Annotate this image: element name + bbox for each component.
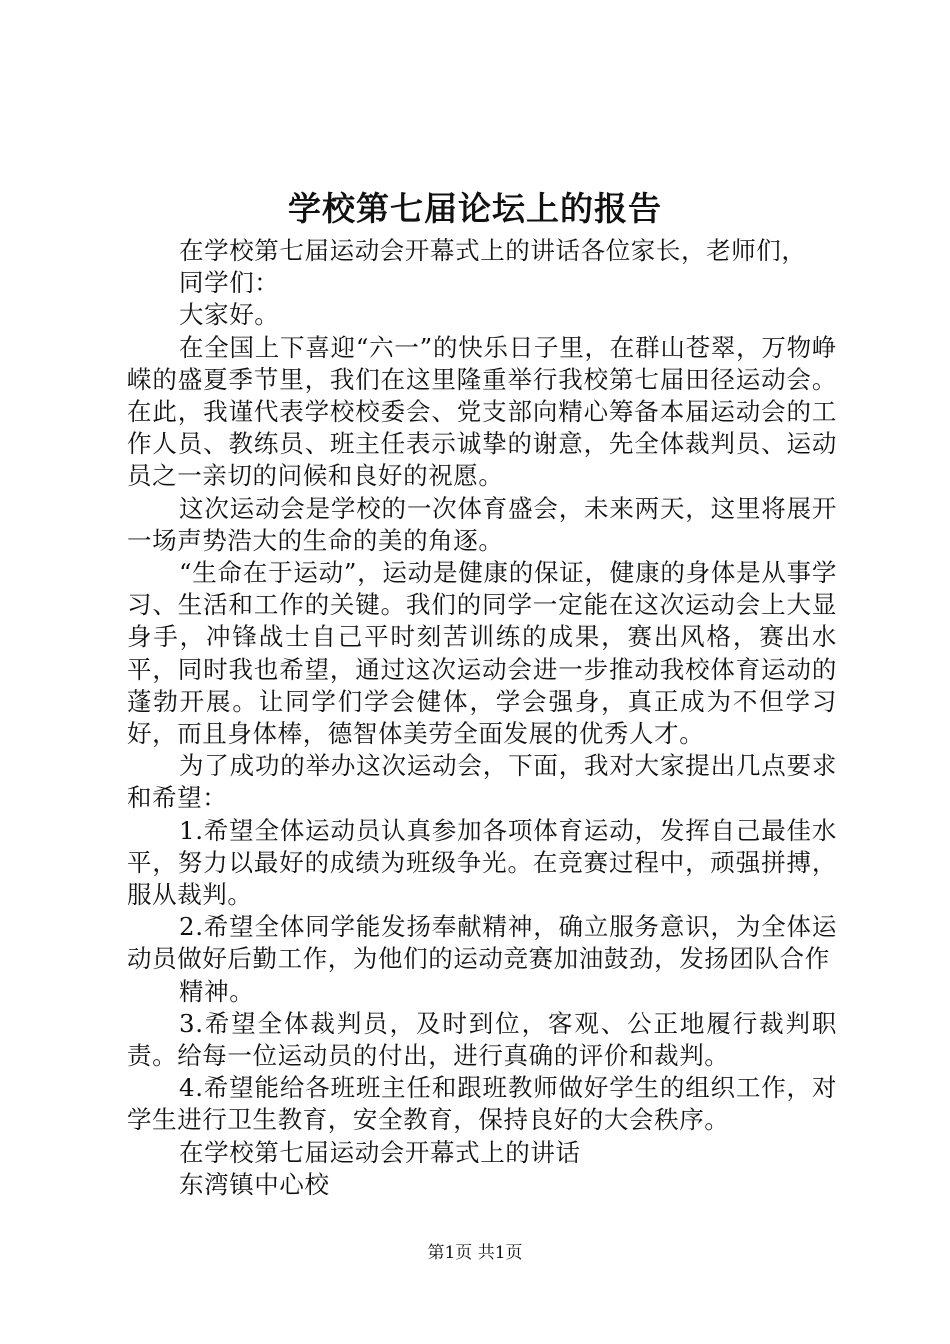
paragraph-item-2-continued: 精神。: [179, 976, 255, 1006]
paragraph-greeting: 大家好。: [179, 300, 280, 330]
paragraph-requirements-intro: 为了成功的举办这次运动会，下面，我对大家提出几点要求和希望：: [127, 751, 837, 813]
paragraph-item-4: 4.希望能给各班班主任和跟班教师做好学生的组织工作，对学生进行卫生教育，安全教育，保持良好的大会秩序。: [127, 1073, 837, 1135]
paragraph-salutation: 同学们：: [179, 268, 280, 298]
page-footer: 第1页 共1页: [427, 1243, 523, 1263]
document-title: 学校第七届论坛上的报告: [288, 189, 662, 228]
document-body: [127, 235, 837, 1201]
paragraph-welcome: 在全国上下喜迎“六一”的快乐日子里，在群山苍翠，万物峥嵘的盛夏季节里，我们在这里隆重举行我校第七届田径运动会。在此，我谨代表学校校委会、党支部向精心筹备本届运动会的工作人员、教练员、班主任表示诚挚的谢意，先全体裁判员、运动员之一亲切的问候和良好的祝愿。: [127, 332, 837, 491]
paragraph-item-2: 2.希望全体同学能发扬奉献精神，确立服务意识，为全体运动员做好后勤工作，为他们的运动竞赛加油鼓劲，发扬团队合作: [127, 912, 837, 974]
paragraph-event: 这次运动会是学校的一次体育盛会，未来两天，这里将展开一场声势浩大的生命的美的角逐。: [127, 493, 837, 555]
paragraph-exercise: “生命在于运动”，运动是健康的保证，健康的身体是从事学习、生活和工作的关键。我们的同学一定能在这次运动会上大显身手，冲锋战士自己平时刻苦训练的成果，赛出风格，赛出水平，同时我也希望，通过这次运动会进一步推动我校体育运动的蓬勃开展。让同学们学会健体，学会强身，真正成为不但学习好，而且身体棒，德智体美劳全面发展的优秀人才。: [127, 558, 837, 749]
paragraph-signature: 东湾镇中心校: [179, 1169, 330, 1199]
paragraph-closing-title: 在学校第七届运动会开幕式上的讲话: [179, 1137, 581, 1167]
paragraph-item-1: 1.希望全体运动员认真参加各项体育运动，发挥自己最佳水平，努力以最好的成绩为班级争光。在竞赛过程中，顽强拼搏，服从裁判。: [127, 815, 837, 910]
paragraph-item-3: 3.希望全体裁判员，及时到位，客观、公正地履行裁判职责。给每一位运动员的付出，进行真确的评价和裁判。: [127, 1008, 837, 1071]
paragraph-opening: 在学校第七届运动会开幕式上的讲话各位家长，老师们，: [179, 236, 807, 265]
